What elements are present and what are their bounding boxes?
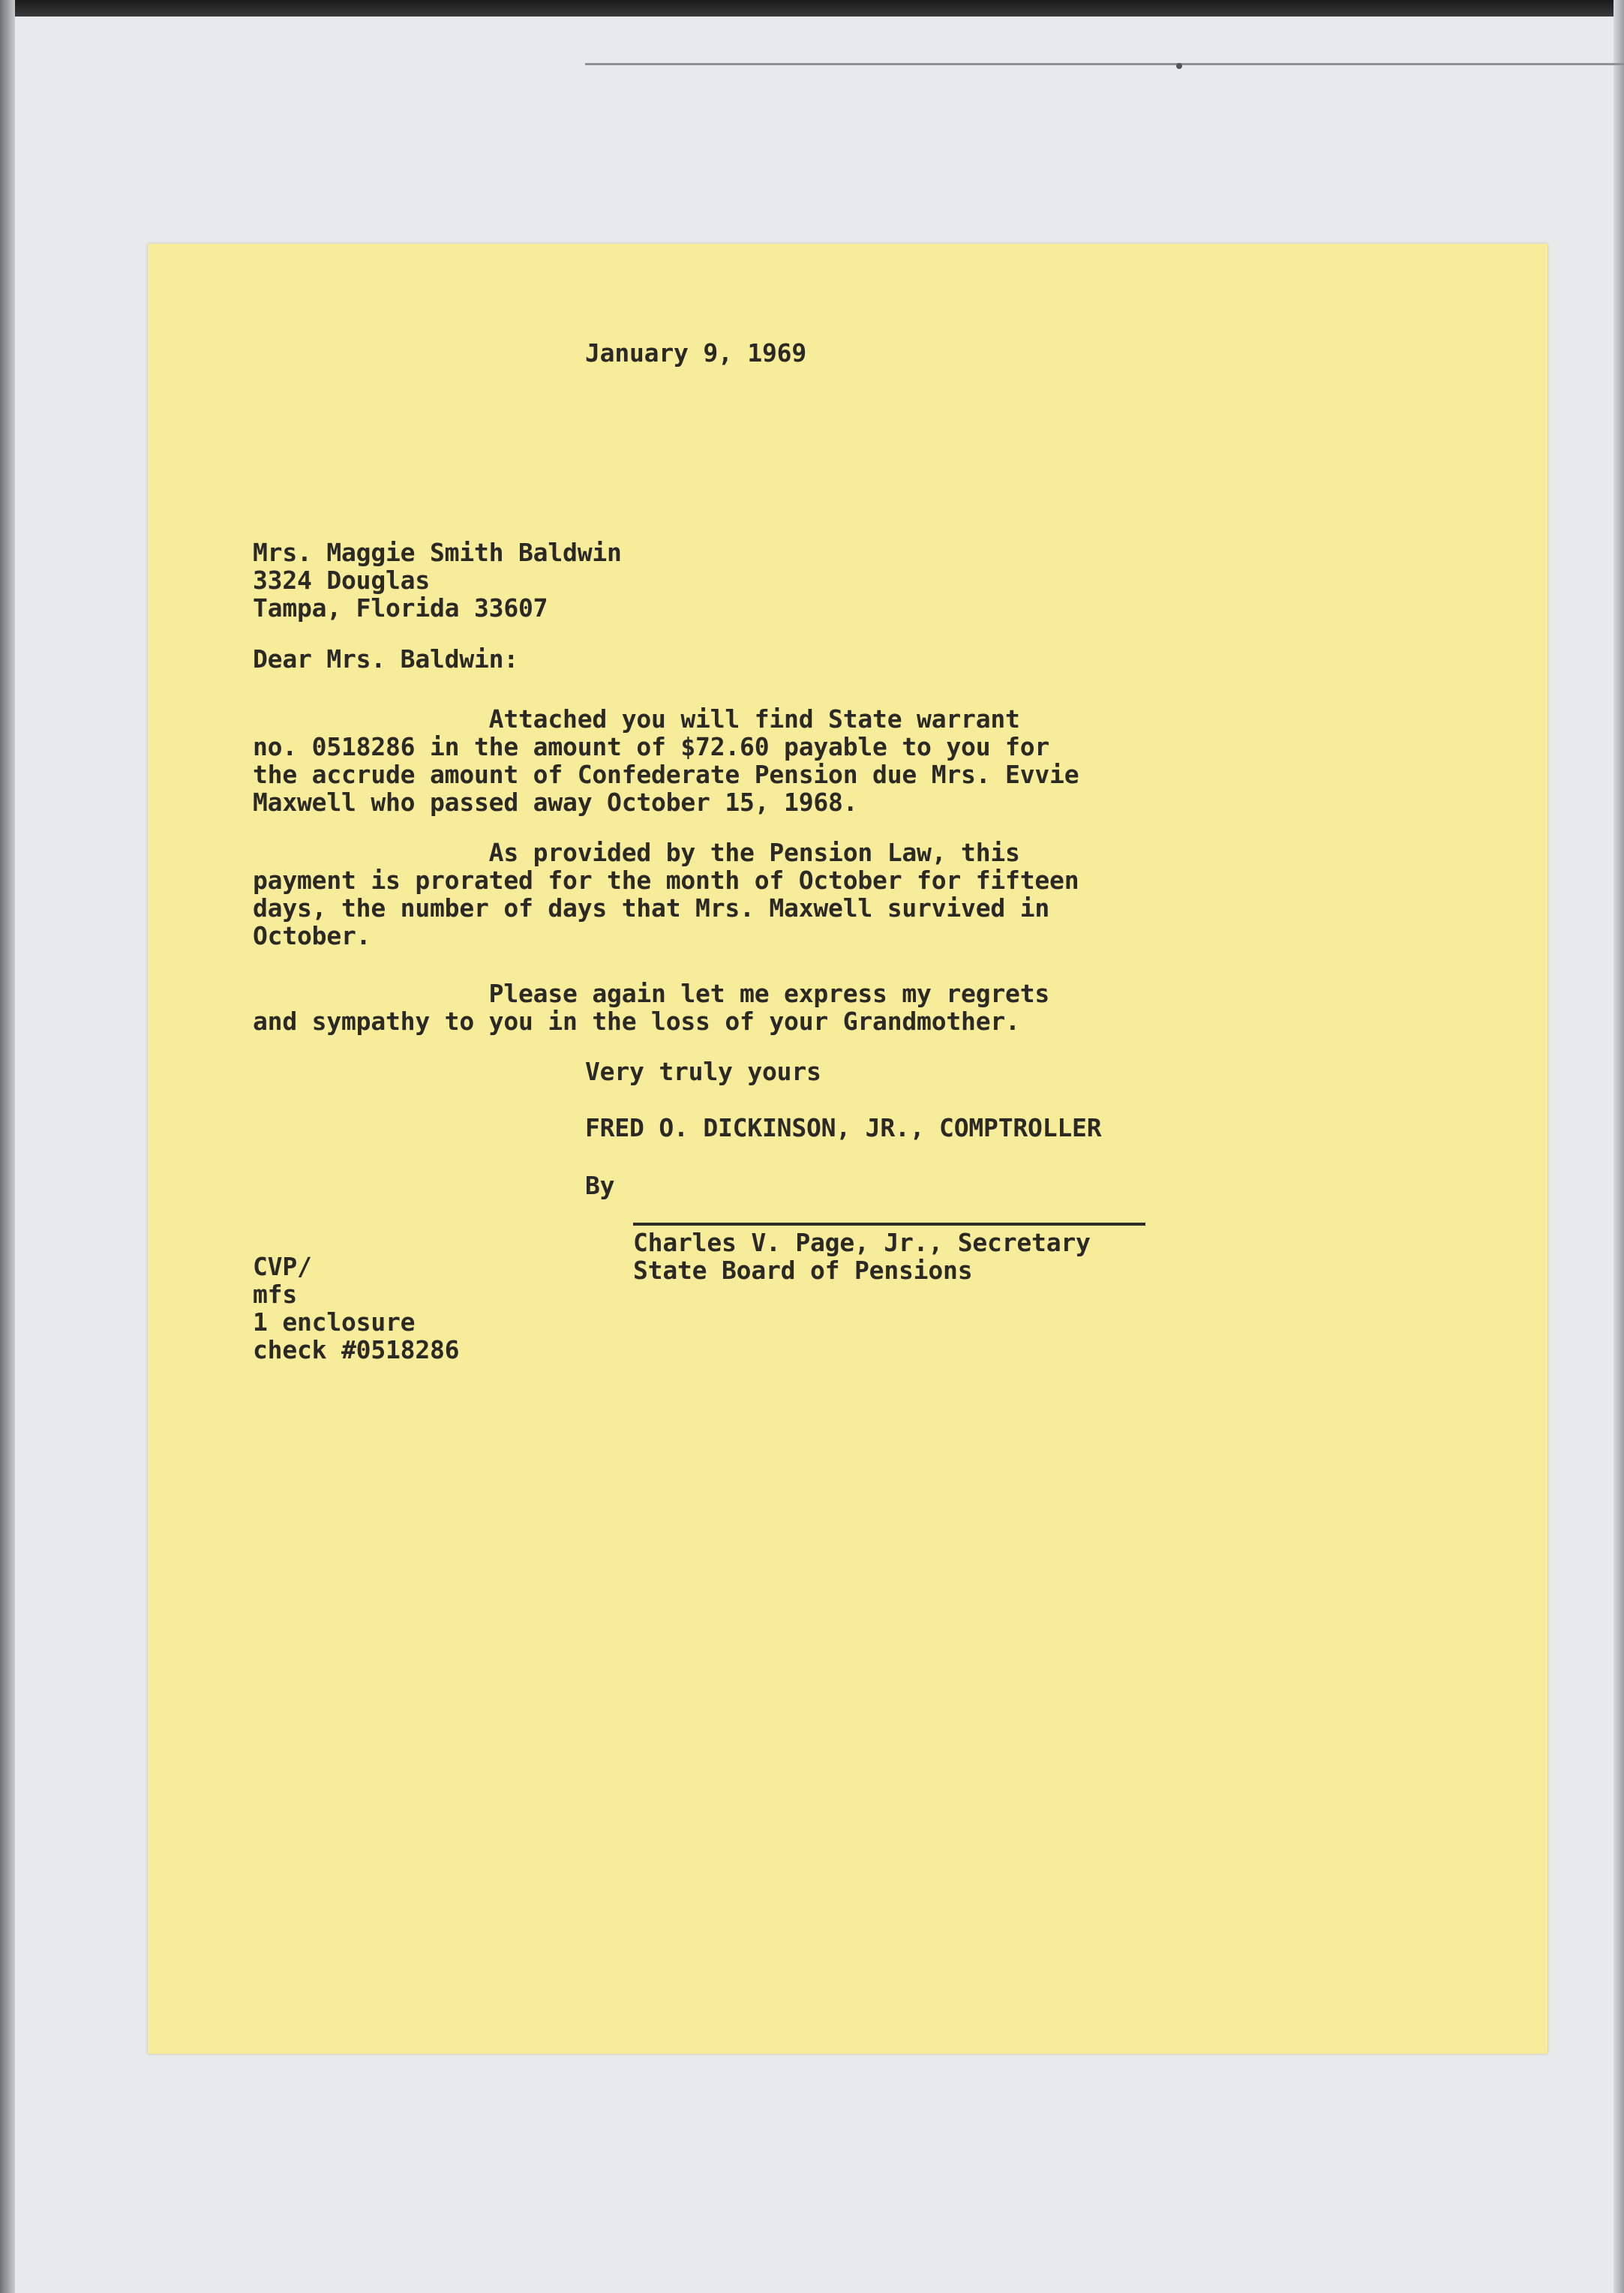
- paragraph-line: the accrude amount of Confederate Pension due Mrs. Evvie: [253, 760, 1079, 789]
- enclosure-note: 1 enclosure: [253, 1307, 416, 1337]
- paragraph-pension-law: [253, 839, 1079, 950]
- paragraph-line: days, the number of days that Mrs. Maxwell survived in: [253, 893, 1050, 923]
- signature-name: Charles V. Page, Jr., Secretary: [633, 1228, 1091, 1257]
- paragraph-line: and sympathy to you in the loss of your Grandmother.: [253, 1007, 1020, 1036]
- signer: FRED O. DICKINSON, JR., COMPTROLLER: [585, 1113, 1102, 1142]
- closing: Very truly yours: [585, 1057, 821, 1086]
- salutation: Dear Mrs. Baldwin:: [253, 644, 519, 674]
- paragraph-line: Maxwell who passed away October 15, 1968.: [253, 788, 858, 817]
- signature-title: State Board of Pensions: [633, 1256, 973, 1285]
- paragraph-sympathy: [253, 980, 1049, 1035]
- paragraph-line: no. 0518286 in the amount of $72.60 payable to you for: [253, 732, 1050, 761]
- by-label: By: [585, 1171, 615, 1200]
- recipient-name: Mrs. Maggie Smith Baldwin: [253, 538, 622, 567]
- scanner-edge-right: [1613, 0, 1624, 2293]
- signature-block: [633, 1229, 1091, 1284]
- check-number: check #0518286: [253, 1335, 460, 1364]
- letter-sheet: [148, 244, 1547, 2054]
- scanner-edge-top: [0, 0, 1624, 17]
- scanner-dust-dot: [1176, 63, 1182, 69]
- scanner-rule-line: [585, 63, 1624, 65]
- paragraph-line: October.: [253, 921, 371, 950]
- paragraph-line: payment is prorated for the month of October for fifteen: [253, 866, 1079, 895]
- paragraph-line: As provided by the Pension Law, this: [253, 838, 1020, 867]
- reference-initials: [253, 1253, 459, 1364]
- paragraph-line: Attached you will find State warrant: [253, 704, 1020, 734]
- scanner-edge-left: [0, 0, 15, 2293]
- letter-date: January 9, 1969: [585, 338, 807, 368]
- signature-line: [633, 1223, 1145, 1226]
- recipient-address: [253, 539, 622, 622]
- paragraph-warrant: [253, 705, 1079, 816]
- author-initials: CVP/: [253, 1252, 312, 1281]
- recipient-street: 3324 Douglas: [253, 566, 431, 595]
- recipient-city: Tampa, Florida 33607: [253, 593, 548, 623]
- paragraph-line: Please again let me express my regrets: [253, 979, 1050, 1008]
- typist-initials: mfs: [253, 1280, 298, 1309]
